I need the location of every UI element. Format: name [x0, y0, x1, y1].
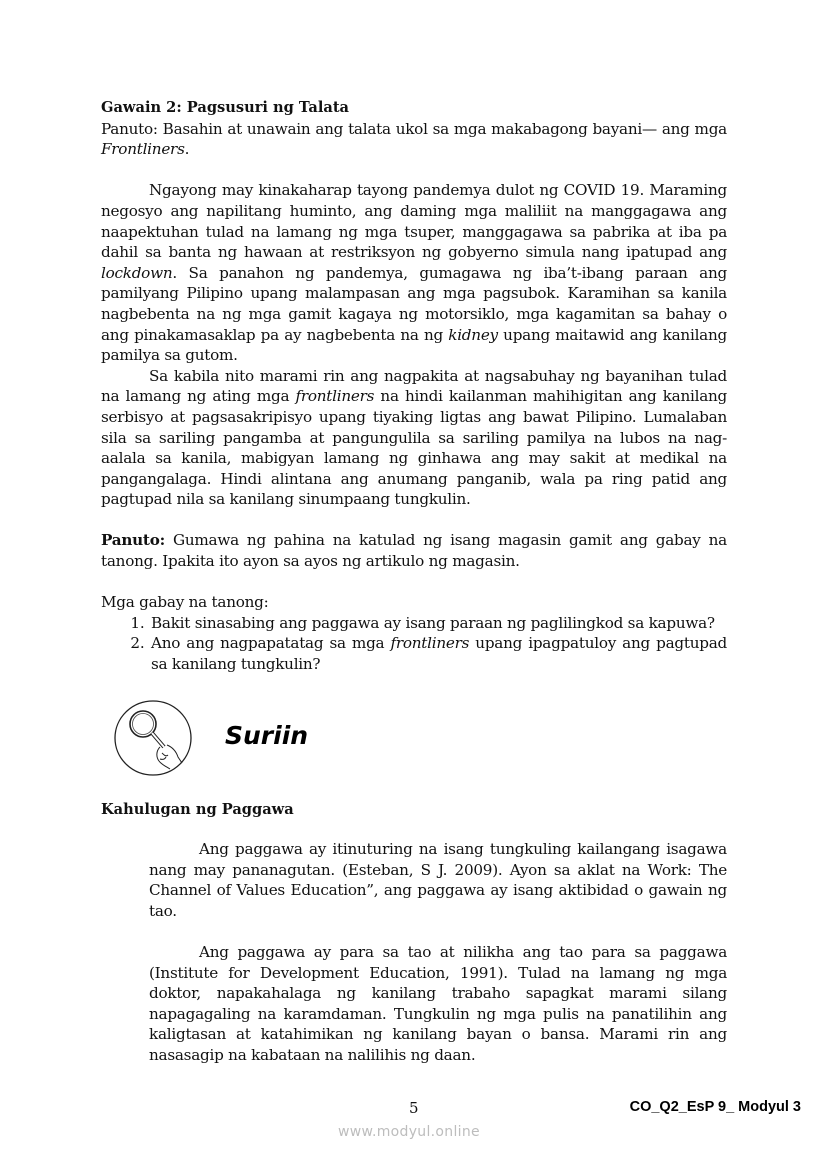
- guide-questions-label: Mga gabay na tanong:: [101, 593, 269, 612]
- task-instruction: Panuto: Gumawa ng pahina na katulad ng isang magasin gamit ang gabay na tanong. Ipakita ito ayon sa ayos ng artikulo ng magasin.: [101, 531, 727, 571]
- activity-section: [101, 98, 727, 675]
- module-code: CO_Q2_EsP 9_ Modyul 3: [629, 1099, 801, 1115]
- guide-question: 2. Ano ang nagpapatatag sa mga frontliners upang ipagpatuloy ang pagtupad sa kanilang tungkulin?: [149, 633, 727, 674]
- kahulugan-section: [149, 839, 727, 1066]
- activity-heading: Gawain 2: Pagsusuri ng Talata: [101, 99, 350, 116]
- guide-questions-list: [101, 613, 727, 675]
- guide-question: 1. Bakit sinasabing ang paggawa ay isang paraan ng paglilingkod sa kapuwa?: [149, 613, 727, 634]
- section-title-suriin: Suriin: [225, 721, 309, 750]
- page-number: 5: [409, 1099, 419, 1117]
- activity-instruction: Panuto: Basahin at unawain ang talata ukol sa mga makabagong bayani— ang mga Frontliners.: [101, 119, 727, 159]
- paragraph-examples: Ang paggawa ay para sa tao at nilikha ang tao para sa paggawa (Institute for Development Education, 1991). Tulad na lamang ng mga doktor, napakahalaga ng kanilang trabaho sapagkat marami silang napagagaling na karamdaman. Tungkulin ng mga pulis na panatilihin ang kaligtasan at katahimikan ng kanilang bayan o bansa. Marami rin ang nasasagip na kabataan na nalilihis ng daan.: [149, 942, 727, 1064]
- paragraph-frontliners: Sa kabila nito marami rin ang nagpakita at nagsabuhay ng bayanihan tulad na lamang ng ating mga frontliners na hindi kailanman mahihigitan ang kanilang serbisyo at pagsasakripisyo upang tiyaking ligtas ang bawat Pilipino. Lumalaban sila sa sariling pangamba at pangungulila sa sariling pamilya na lubos na nag-aalala sa kanila, mabigyan lamang ng ginhawa ang may sakit at medikal na pangangalaga. Hindi alintana ang anumang panganib, wala pa ring patid ang pagtupad nila sa kanilang sinumpaang tungkulin.: [101, 366, 727, 509]
- suriin-section-header: [112, 697, 512, 779]
- paragraph-definition: Ang paggawa ay itinuturing na isang tungkuling kailangang isagawa nang may pananagutan. (Esteban, S J. 2009). Ayon sa aklat na Work: The Channel of Values Education”, ang paggawa ay isang aktibidad o gawain ng tao.: [149, 840, 727, 920]
- magnifying-glass-hand-icon: [112, 697, 196, 779]
- kahulugan-heading: Kahulugan ng Paggawa: [101, 801, 294, 818]
- paragraph-pandemic: Ngayong may kinakaharap tayong pandemya dulot ng COVID 19. Maraming negosyo ang napilitang huminto, ang daming mga maliliit na manggagawa ang naapektuhan tulad na lamang ng mga tsuper, manggagawa sa pabrika at iba pa dahil sa banta ng hawaan at restriksyon ng gobyerno simula nang ipatupad ang lockdown. Sa panahon ng pandemya, gumagawa ng iba’t-ibang paraan ang pamilyang Pilipino upang malampasan ang mga pagsubok. Karamihan sa kanila nagbebenta na ng mga gamit kagaya ng motorsiklo, mga kagamitan sa bahay o ang pinakamasaklap pa ay nagbebenta na ng kidney upang maitawid ang kanilang pamilya sa gutom.: [101, 181, 727, 365]
- watermark: www.modyul.online: [338, 1124, 480, 1140]
